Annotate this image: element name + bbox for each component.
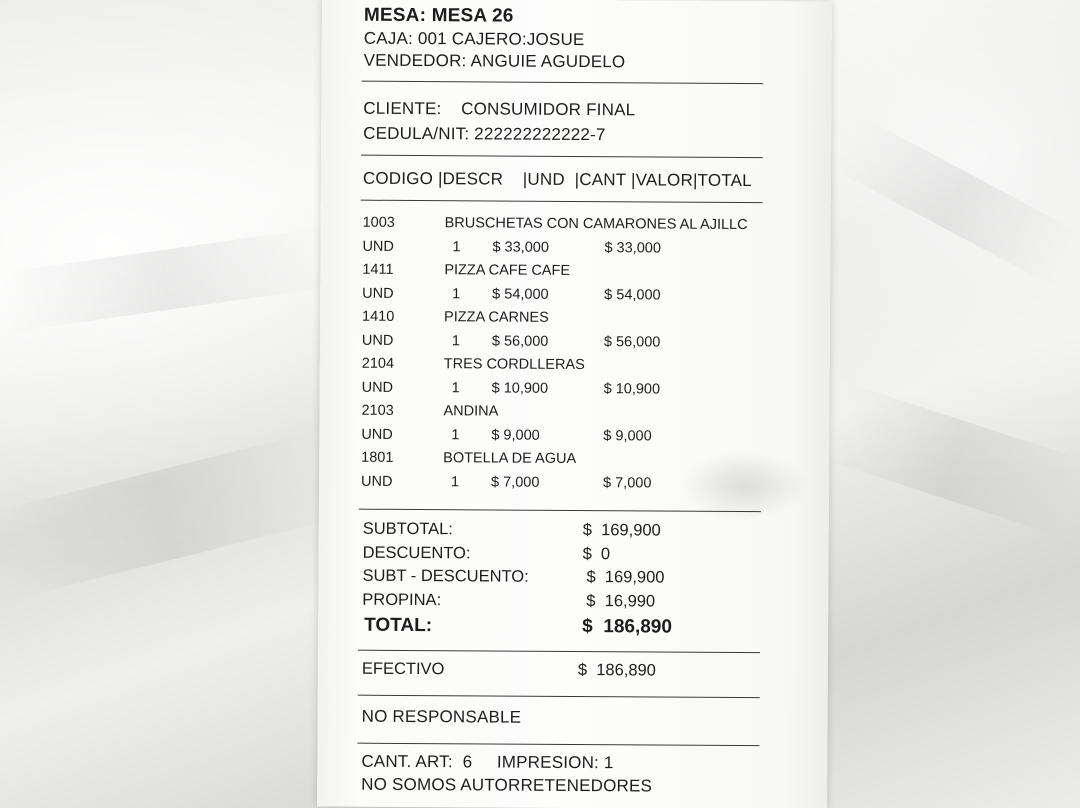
item-description-row [362, 356, 792, 377]
item-amount-row [362, 238, 792, 259]
propina-label: PROPINA: [362, 590, 442, 610]
item-description-row [361, 403, 791, 424]
item-code: 1411 [362, 261, 394, 278]
item-amount-row [362, 379, 792, 400]
caja-line: CAJA: 001 CAJERO:JOSUE [363, 28, 585, 50]
item-unit: UND [362, 238, 394, 255]
item-unit-price: $ 54,000 [492, 285, 549, 303]
item-unit: UND [361, 379, 394, 396]
subt-descuento-row [362, 567, 722, 591]
item-amount-row [361, 473, 791, 494]
item-description-row [363, 215, 793, 236]
separator [359, 509, 761, 512]
subt-descuento-label: SUBT - DESCUENTO: [362, 566, 529, 586]
item-code: 2103 [361, 402, 394, 419]
item-amount-row [362, 285, 792, 306]
item-quantity: 1 [451, 379, 460, 396]
item-total: $ 7,000 [603, 474, 652, 491]
propina-row [362, 591, 722, 615]
item-description: TRES CORDLLERAS [443, 356, 585, 374]
efectivo-row [362, 660, 722, 684]
subtotal-row [363, 520, 723, 544]
item-code: 1410 [362, 308, 395, 325]
cloth-fold [0, 431, 336, 598]
total-value: $ 186,890 [582, 616, 673, 638]
item-unit: UND [361, 332, 394, 349]
cloth-fold [831, 115, 1080, 285]
descuento-row [363, 544, 723, 568]
item-unit-price: $ 9,000 [491, 426, 540, 444]
cloth-fold [824, 383, 1080, 536]
item-description-row [361, 450, 791, 471]
subt-descuento-value: $ 169,900 [586, 568, 665, 587]
separator [358, 650, 760, 653]
item-total: $ 9,000 [603, 427, 652, 444]
mesa-title: MESA: MESA 26 [363, 4, 514, 27]
item-unit: UND [361, 473, 393, 490]
cliente-line: CLIENTE: CONSUMIDOR FINAL [363, 98, 636, 120]
item-code: 2104 [361, 355, 395, 372]
item-unit-price: $ 56,000 [491, 332, 549, 350]
separator [361, 81, 763, 84]
item-total: $ 10,900 [603, 380, 661, 398]
item-description: BOTELLA DE AGUA [443, 450, 577, 468]
item-description-row [362, 262, 792, 283]
total-label: TOTAL: [364, 614, 433, 637]
item-description: PIZZA CAFE CAFE [444, 262, 571, 279]
item-unit: UND [362, 285, 394, 302]
item-unit-price: $ 7,000 [491, 473, 540, 491]
efectivo-value: $ 186,890 [577, 661, 656, 680]
separator [358, 695, 760, 698]
descuento-value: $ 0 [582, 545, 611, 564]
item-amount-row [361, 426, 791, 447]
item-unit-price: $ 10,900 [491, 379, 549, 397]
item-description: BRUSCHETAS CON CAMARONES AL AJILLC [444, 215, 748, 234]
receipt [317, 0, 832, 808]
efectivo-label: EFECTIVO [361, 659, 445, 679]
cloth-fold [0, 227, 333, 332]
subtotal-value: $ 169,900 [582, 521, 661, 540]
item-total: $ 56,000 [603, 333, 661, 351]
item-code: 1801 [361, 449, 394, 466]
separator [357, 743, 759, 746]
item-total: $ 54,000 [604, 286, 661, 304]
item-description-row [362, 309, 792, 330]
item-quantity: 1 [451, 473, 460, 490]
item-code: 1003 [362, 214, 395, 231]
cedula-line: CEDULA/NIT: 222222222222-7 [363, 123, 606, 145]
vendedor-line: VENDEDOR: ANGUIE AGUDELO [363, 50, 626, 72]
item-unit: UND [361, 426, 393, 443]
item-description: ANDINA [443, 403, 499, 420]
subtotal-label: SUBTOTAL: [362, 519, 453, 539]
separator [361, 155, 763, 158]
item-quantity: 1 [452, 285, 461, 302]
autorretenedores-line: NO SOMOS AUTORRETENEDORES [361, 774, 653, 796]
columns-header: CODIGO |DESCR |UND |CANT |VALOR|TOTAL [362, 168, 752, 191]
cant-art-line: CANT. ART: 6 IMPRESION: 1 [361, 751, 614, 773]
descuento-label: DESCUENTO: [362, 543, 471, 563]
separator [361, 200, 763, 203]
no-responsable: NO RESPONSABLE [361, 706, 522, 727]
total-row [362, 615, 722, 639]
item-total: $ 33,000 [604, 239, 661, 257]
item-quantity: 1 [452, 238, 461, 255]
item-quantity: 1 [451, 332, 461, 349]
item-unit-price: $ 33,000 [492, 238, 549, 256]
item-description: PIZZA CARNES [444, 309, 549, 326]
item-quantity: 1 [451, 426, 460, 443]
propina-value: $ 16,990 [586, 592, 656, 611]
item-amount-row [362, 332, 792, 353]
